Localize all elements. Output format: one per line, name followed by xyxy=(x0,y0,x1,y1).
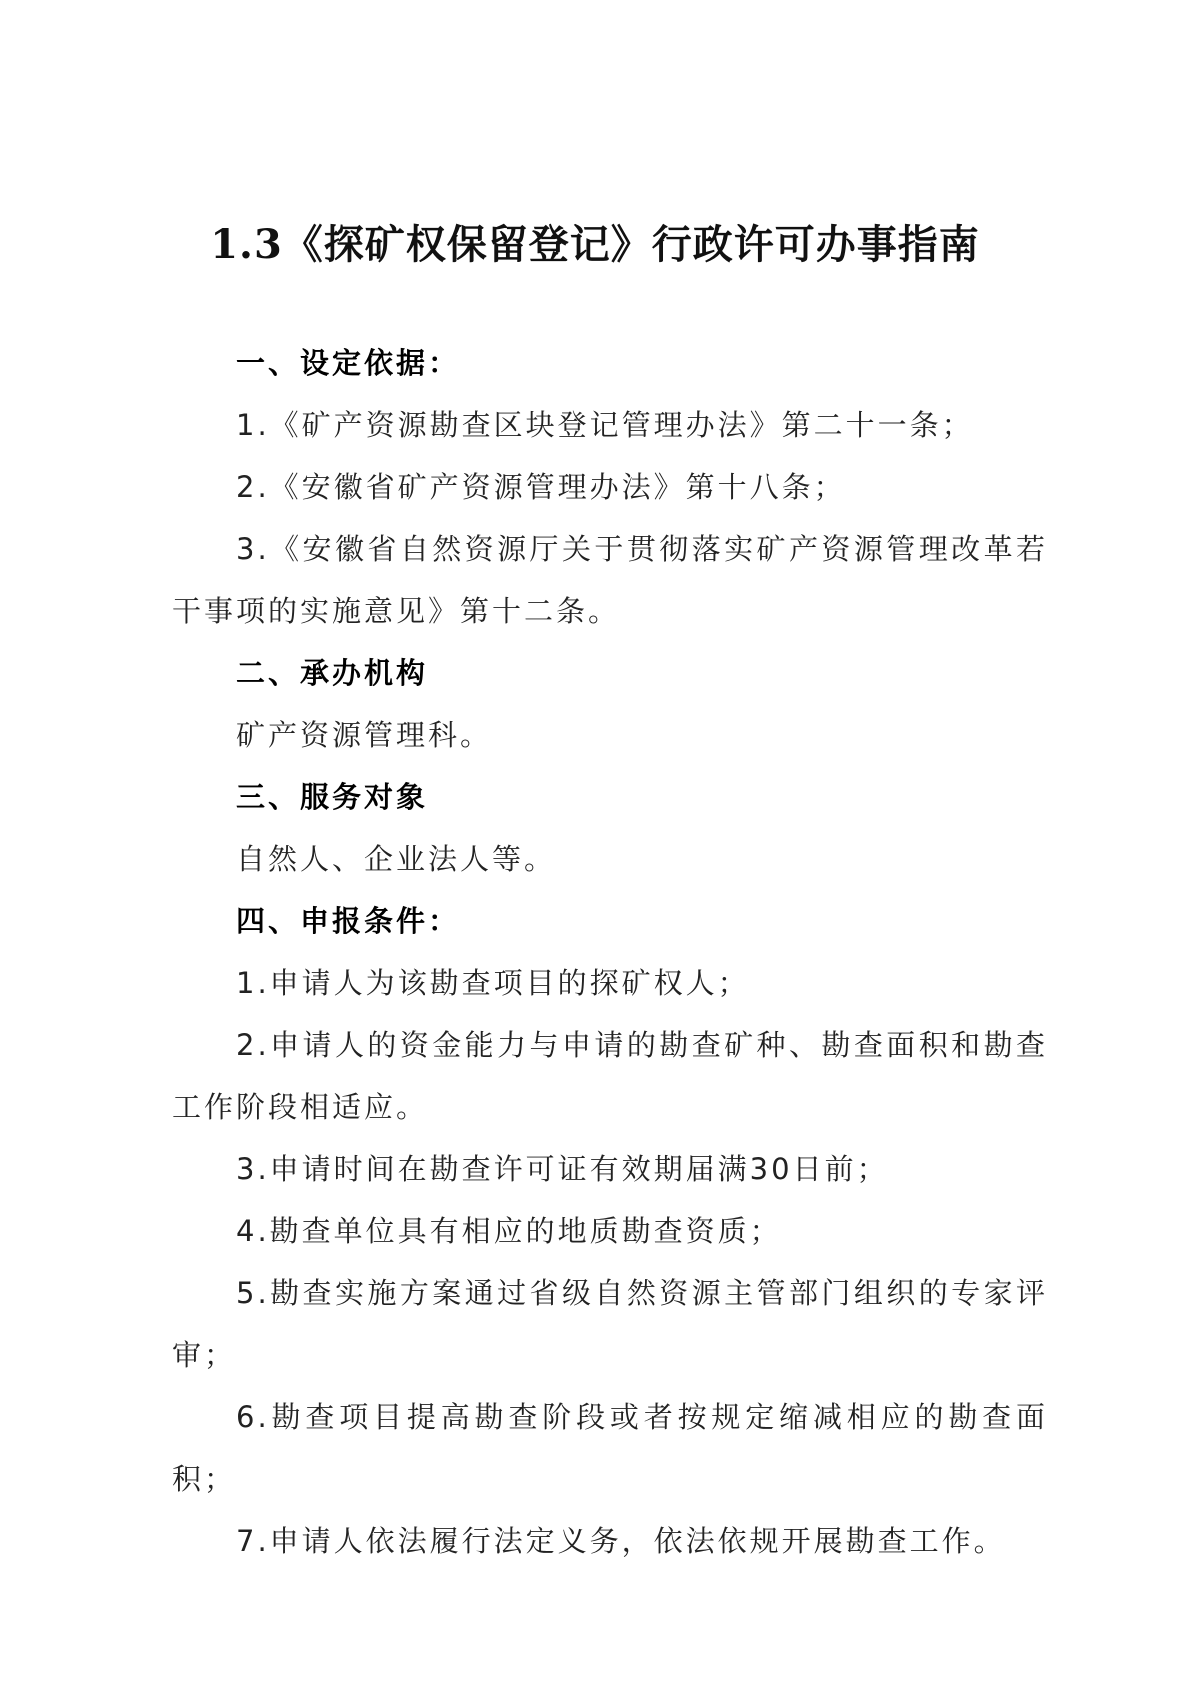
paragraph: 4.勘查单位具有相应的地质勘查资质； xyxy=(236,1214,782,1248)
paragraph: 1.申请人为该勘查项目的探矿权人； xyxy=(236,966,750,1000)
paragraph: 矿产资源管理科。 xyxy=(236,718,493,752)
section-application-conditions xyxy=(172,890,1048,1572)
paragraph: 自然人、企业法人等。 xyxy=(236,842,557,876)
section-heading: 三、服务对象 xyxy=(236,780,429,814)
section-heading: 一、设定依据： xyxy=(236,346,461,380)
section-service-target xyxy=(172,766,1048,890)
paragraph: 2.申请人的资金能力与申请的勘查矿种、勘查面积和勘查工作阶段相适应。 xyxy=(172,1028,1048,1124)
paragraph: 3.申请时间在勘查许可证有效期届满30日前； xyxy=(236,1152,889,1186)
document-title: 1.3《探矿权保留登记》行政许可办事指南 xyxy=(210,220,980,268)
paragraph: 6.勘查项目提高勘查阶段或者按规定缩减相应的勘查面积； xyxy=(172,1400,1048,1496)
section-heading: 四、申报条件： xyxy=(236,904,461,938)
paragraph: 5.勘查实施方案通过省级自然资源主管部门组织的专家评审； xyxy=(172,1276,1048,1372)
paragraph: 1.《矿产资源勘查区块登记管理办法》第二十一条； xyxy=(236,408,974,442)
document-body xyxy=(172,332,1048,1572)
section-handling-agency xyxy=(172,642,1048,766)
section-heading: 二、承办机构 xyxy=(236,656,429,690)
paragraph: 7.申请人依法履行法定义务，依法依规开展勘查工作。 xyxy=(236,1524,1006,1558)
section-legal-basis xyxy=(172,332,1048,642)
paragraph: 3.《安徽省自然资源厅关于贯彻落实矿产资源管理改革若干事项的实施意见》第十二条。 xyxy=(172,532,1048,628)
paragraph: 2.《安徽省矿产资源管理办法》第十八条； xyxy=(236,470,846,504)
